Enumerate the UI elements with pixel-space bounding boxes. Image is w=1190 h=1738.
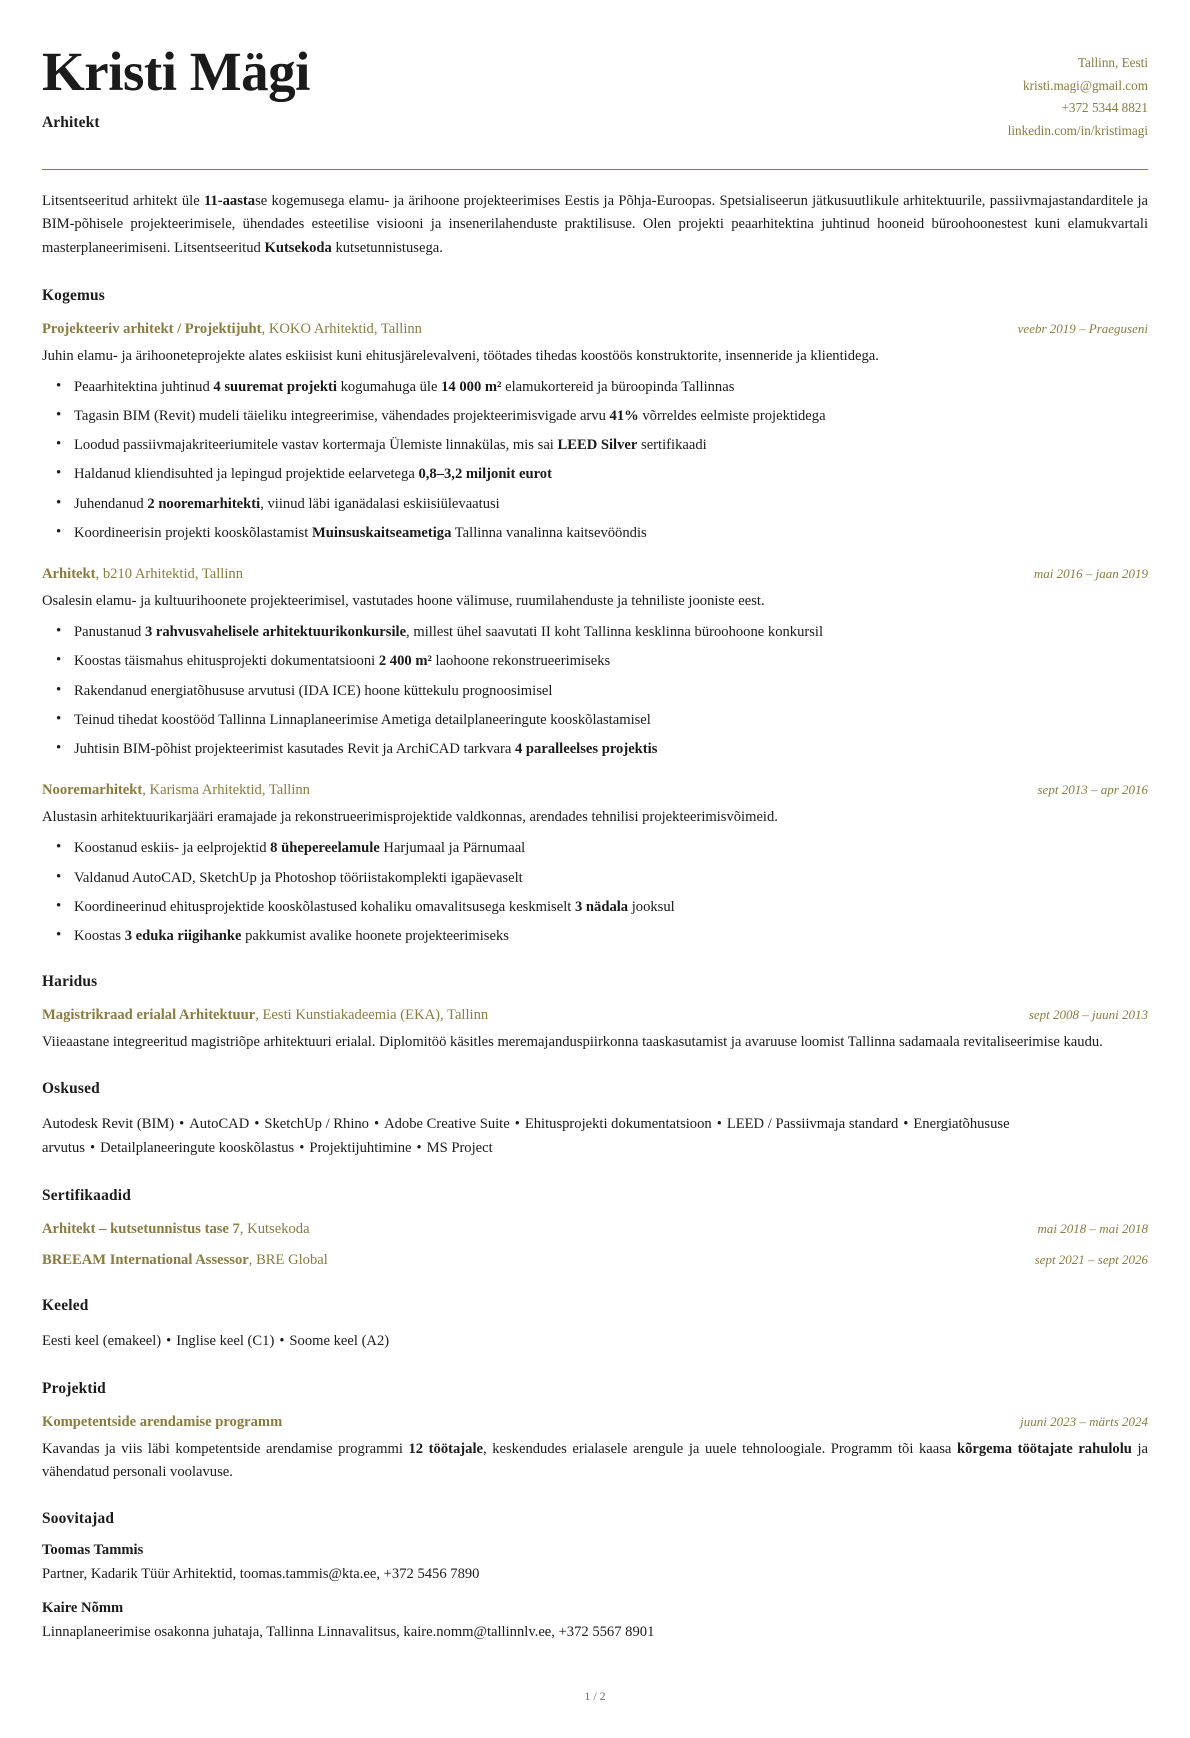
experience-job-title: Projekteeriv arhitekt / Projektijuht: [42, 320, 262, 337]
section-title-languages: Keeled: [42, 1297, 89, 1315]
experience-title-line: [42, 780, 310, 802]
certificate-row: [42, 1250, 1148, 1272]
bullet-text: Juhendanud: [74, 495, 148, 512]
bullet-text: Koordineerisin projekti kooskõlastamist: [74, 524, 312, 541]
certificate-row: [42, 1219, 1148, 1241]
section-title-projects: Projektid: [42, 1379, 106, 1397]
experience-description: Osalesin elamu- ja kultuurihoonete projekteerimisel, vastutades hoone välimuse, ruumilahenduste ja tehniliste jooniste eest.: [42, 592, 765, 609]
page-title: Kristi Mägi: [42, 41, 310, 102]
section-experience: [42, 287, 1148, 947]
education-entry: [42, 1005, 1148, 1054]
list-item: [72, 680, 1148, 702]
bullet-text: Peaarhitektina juhtinud: [74, 378, 214, 395]
bullet-highlight: 4 paralleelses projektis: [514, 740, 658, 757]
experience-bullet-list: [42, 376, 1148, 544]
list-item: [72, 738, 1148, 760]
list-item: [72, 709, 1148, 731]
bullet-highlight: 3 eduka riigihanke: [124, 927, 242, 944]
project-date: juuni 2023 – märts 2024: [1020, 1413, 1148, 1429]
section-title-skills: Oskused: [42, 1080, 100, 1098]
bullet-text: laohoone rekonstrueerimiseks: [431, 653, 611, 670]
bullet-text: jooksul: [628, 898, 675, 915]
summary-highlight-2: Kutsekoda: [264, 240, 332, 257]
section-references: [42, 1510, 1148, 1643]
bullet-highlight: 14 000 m²: [441, 378, 502, 395]
contact-email[interactable]: kristi.magi@gmail.com: [1023, 77, 1148, 93]
bullet-highlight: 4 suuremat projekti: [213, 378, 337, 395]
skill-item: AutoCAD: [189, 1116, 250, 1133]
experience-company: , KOKO Arhitektid, Tallinn: [261, 320, 422, 337]
project-description: [42, 1438, 1148, 1485]
separator-dot: •: [514, 1116, 520, 1133]
experience-job-title: Nooremarhitekt: [42, 782, 143, 799]
experience-date: mai 2016 – jaan 2019: [1033, 566, 1148, 581]
experience-job-title: Arhitekt: [42, 566, 96, 582]
education-title-line: [42, 1005, 488, 1027]
reference-detail: Linnaplaneerimise osakonna juhataja, Tallinna Linnavalitsus, kaire.nomm@tallinnlv.ee, +372 5567 8901: [42, 1623, 655, 1640]
list-item: [72, 493, 1148, 515]
list-item: [72, 376, 1148, 398]
separator-dot: •: [373, 1116, 380, 1133]
list-item: [72, 837, 1148, 859]
experience-bullet-list: [42, 837, 1148, 947]
certificate-name: BREEAM International Assessor: [42, 1251, 249, 1268]
certificate-title-line: [42, 1250, 328, 1272]
section-certificates: [42, 1187, 1148, 1272]
certificate-date: mai 2018 – mai 2018: [1037, 1220, 1148, 1236]
bullet-text: Koostas täismahus ehitusprojekti dokumentatsiooni: [74, 653, 379, 670]
project-entry: [42, 1412, 1148, 1485]
bullet-text: Panustanud: [74, 624, 145, 641]
skill-item: Adobe Creative Suite: [384, 1116, 510, 1133]
separator-dot: •: [716, 1116, 722, 1133]
section-title-certificates: Sertifikaadid: [42, 1186, 131, 1204]
language-item: Soome keel (A2): [289, 1333, 390, 1350]
contact-block: [1008, 44, 1148, 143]
experience-title-line: [42, 564, 243, 586]
separator-dot: •: [254, 1116, 260, 1133]
bullet-text: Tagasin BIM (Revit) mudeli täieliku integreerimise, vähendades projekteerimisvigade arvu: [74, 408, 610, 425]
contact-phone[interactable]: +372 5344 8821: [1061, 100, 1148, 116]
header-identity: [42, 41, 310, 132]
section-languages: [42, 1297, 1148, 1353]
header-divider: [42, 169, 1148, 170]
project-text: , keskendudes erialasele arengule ja uuele tehnoloogiale. Programm tõi kaasa: [482, 1440, 957, 1457]
experience-entry-head: [42, 780, 1148, 802]
project-name: Kompetentside arendamise programm: [42, 1413, 283, 1430]
experience-bullet-list: [42, 621, 1148, 760]
section-title-education: Haridus: [42, 973, 98, 991]
separator-dot: •: [299, 1140, 305, 1157]
bullet-text: Juhtisin BIM-põhist projekteerimist kasutades Revit ja ArchiCAD tarkvara: [74, 740, 515, 757]
reference-name: Toomas Tammis: [42, 1542, 144, 1559]
certificate-issuer: , Kutsekoda: [239, 1220, 310, 1237]
bullet-text: pakkumist avalike hoonete projekteerimiseks: [241, 927, 509, 944]
skill-item: Autodesk Revit (BIM): [42, 1116, 175, 1133]
experience-entry-head: [42, 564, 1148, 586]
languages-list: [42, 1329, 1148, 1353]
experience-entry: [42, 780, 1148, 947]
experience-company: , Karisma Arhitektid, Tallinn: [142, 782, 310, 799]
summary-highlight-1: 11-aasta: [203, 192, 256, 209]
bullet-text: , millest ühel saavutati II koht Tallinna kesklinna büroohoone konkursil: [406, 624, 824, 641]
bullet-text: Harjumaal ja Pärnumaal: [379, 840, 526, 857]
separator-dot: •: [179, 1116, 185, 1133]
experience-entry-head: [42, 319, 1148, 341]
certificate-name: Arhitekt – kutsetunnistus tase 7: [42, 1220, 240, 1237]
education-degree: Magistrikraad erialal Arhitektuur: [42, 1007, 256, 1024]
experience-description: Alustasin arhitektuurikarjääri eramajade ja rekonstrueerimisprojektide valdkonnas, arendades tehnilisi projekteerimisvõimeid.: [42, 808, 778, 825]
bullet-text: Koostas: [74, 927, 125, 944]
project-highlight: kõrgema töötajate rahulolu: [956, 1440, 1132, 1457]
section-title-references: Soovitajad: [42, 1510, 115, 1528]
experience-entry: [42, 319, 1148, 544]
list-item: [72, 650, 1148, 672]
education-date: sept 2008 – juuni 2013: [1028, 1007, 1148, 1023]
project-highlight: 12 töötajale: [408, 1440, 483, 1457]
bullet-text: Valdanud AutoCAD, SketchUp ja Photoshop tööriistakomplekti igapäevaselt: [74, 869, 523, 886]
skills-list: [42, 1112, 1148, 1160]
bullet-text: Koostanud eskiis- ja eelprojektid: [74, 840, 271, 857]
section-title-experience: Kogemus: [42, 286, 105, 304]
section-skills: [42, 1080, 1148, 1160]
list-item: [72, 463, 1148, 485]
bullet-highlight: 2 nooremarhitekti: [147, 495, 261, 512]
project-title-line: [42, 1412, 282, 1434]
job-role-subtitle: Arhitekt: [42, 114, 100, 132]
certificate-issuer: , BRE Global: [248, 1251, 328, 1268]
skill-item: LEED / Passiivmaja standard: [726, 1116, 899, 1133]
bullet-text: , viinud läbi iganädalasi eskiisiülevaatusi: [260, 495, 500, 512]
list-item: [72, 867, 1148, 889]
section-projects: [42, 1380, 1148, 1485]
bullet-text: sertifikaadi: [637, 437, 707, 454]
summary-text-1: Litsentseeritud arhitekt üle: [42, 192, 204, 209]
experience-description: Juhin elamu- ja ärihooneteprojekte alates eskiisist kuni ehitusjärelevalveni, töötades tihedas koostöös konstruktorite, insenneride ja klientidega.: [42, 347, 879, 364]
experience-company: , b210 Arhitektid, Tallinn: [95, 566, 243, 582]
list-item: [72, 434, 1148, 456]
skill-item: Detailplaneeringute kooskõlastus: [100, 1140, 295, 1157]
bullet-text: Teinud tihedat koostööd Tallinna Linnaplaneerimise Ametiga detailplaneeringute kooskõlastamisel: [74, 711, 651, 728]
experience-date: sept 2013 – apr 2016: [1037, 782, 1148, 798]
experience-title-line: [42, 319, 422, 341]
skill-item: SketchUp / Rhino: [264, 1116, 369, 1133]
bullet-highlight: 41%: [609, 408, 639, 425]
summary-text-3: kutsetunnistusega.: [331, 240, 443, 257]
education-entry-head: [42, 1005, 1148, 1027]
skill-item: Energiatõhususe arvutus: [42, 1116, 1010, 1157]
separator-dot: •: [166, 1333, 172, 1350]
language-item: Eesti keel (emakeel): [42, 1333, 162, 1350]
experience-entry: [42, 564, 1148, 760]
bullet-text: Tallinna vanalinna kaitsevööndis: [451, 524, 647, 541]
bullet-highlight: 8 ühepereelamule: [270, 840, 380, 857]
reference-block: [42, 1600, 1148, 1644]
separator-dot: •: [279, 1333, 285, 1350]
bullet-highlight: LEED Silver: [557, 437, 638, 454]
list-item: [72, 896, 1148, 918]
bullet-text: Rakendanud energiatõhususe arvutusi (IDA ICE) hoone küttekulu prognoosimisel: [74, 682, 553, 699]
list-item: [72, 621, 1148, 643]
list-item: [72, 925, 1148, 947]
skill-item: Ehitusprojekti dokumentatsioon: [524, 1116, 712, 1133]
professional-summary: [42, 190, 1148, 261]
bullet-text: Haldanud kliendisuhted ja lepingud projektide eelarvetega: [74, 466, 419, 483]
reference-name: Kaire Nõmm: [42, 1599, 124, 1616]
page-footer: 1 / 2: [584, 1689, 606, 1704]
bullet-text: võrreldes eelmiste projektidega: [638, 408, 826, 425]
experience-date: veebr 2019 – Praeguseni: [1017, 320, 1148, 336]
education-school: , Eesti Kunstiakadeemia (EKA), Tallinn: [255, 1007, 489, 1024]
contact-location: Tallinn, Eesti: [1077, 55, 1148, 70]
certificate-title-line: [42, 1219, 310, 1241]
separator-dot: •: [903, 1116, 909, 1133]
project-entry-head: [42, 1412, 1148, 1434]
skill-item: Projektijuhtimine: [309, 1140, 412, 1157]
project-text: Kavandas ja viis läbi kompetentside arendamise programmi: [42, 1440, 409, 1457]
skill-item: MS Project: [426, 1140, 493, 1157]
bullet-highlight: Muinsuskaitseametiga: [311, 524, 452, 541]
bullet-text: Koordineerinud ehitusprojektide kooskõlastused kohaliku omavalitsusega keskmiselt: [74, 898, 575, 915]
summary-text-2: se kogemusega elamu- ja ärihoone projekteerimises Eestis ja Põhja-Euroopas. Spetsialiseerun jätkusuutlikule arhitektuurile, passiivmajastandarditele ja BIM-põhisele projekteerimisele, ühendades esteetilise visiooni ja insenerilahenduste praktilisuse. Olen projekti peaarhitektina juhtinud hooneid büroohoonestest kuni elamukvartali masterplaneerimiseni. Litsentseeritud: [42, 192, 1148, 257]
contact-linkedin[interactable]: linkedin.com/in/kristimagi: [1007, 123, 1148, 139]
reference-detail: Partner, Kadarik Tüür Arhitektid, toomas.tammis@kta.ee, +372 5456 7890: [42, 1566, 480, 1583]
language-item: Inglise keel (C1): [176, 1333, 275, 1350]
bullet-text: kogumahuga üle: [336, 378, 442, 395]
resume-header: [42, 41, 1148, 143]
education-description: Viieaastane integreeritud magistriõpe arhitektuuri erialal. Diplomitöö käsitles meremajanduspiirkonna taaskasutamist ja avaruuse loomist Tallinna sadamaala revitaliseerimise kaudu.: [42, 1033, 1103, 1050]
section-education: [42, 973, 1148, 1054]
separator-dot: •: [89, 1140, 96, 1157]
certificate-date: sept 2021 – sept 2026: [1034, 1251, 1148, 1267]
separator-dot: •: [416, 1140, 422, 1157]
list-item: [72, 522, 1148, 544]
bullet-text: Loodud passiivmajakriteeriumitele vastav kortermaja Ülemiste linnakülas, mis sai: [74, 437, 558, 454]
bullet-highlight: 3 nädala: [574, 898, 629, 915]
bullet-highlight: 0,8–3,2 miljonit eurot: [418, 466, 552, 483]
bullet-text: elamukortereid ja büroopinda Tallinnas: [501, 378, 735, 395]
bullet-highlight: 2 400 m²: [378, 653, 432, 670]
bullet-highlight: 3 rahvusvahelisele arhitektuurikonkursile: [144, 624, 407, 641]
list-item: [72, 405, 1148, 427]
reference-block: [42, 1542, 1148, 1586]
project-text: ja vähendatud personali voolavuse.: [42, 1440, 1148, 1480]
